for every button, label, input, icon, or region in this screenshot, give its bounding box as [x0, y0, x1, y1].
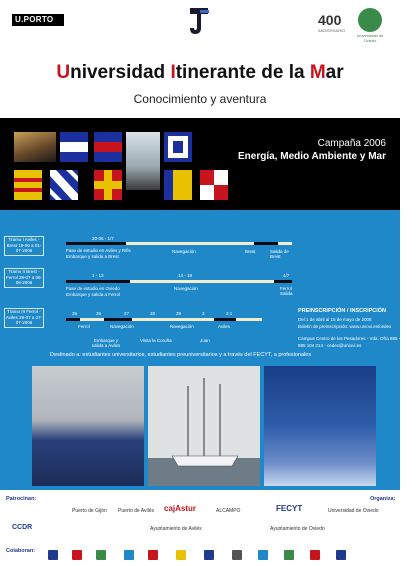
timeline-tick: 25 [72, 311, 78, 316]
header [0, 0, 400, 118]
timeline-tick: 26 [96, 311, 102, 316]
collaborator-logo-icon [310, 550, 320, 560]
signal-flag-icon [200, 170, 228, 200]
collaborator-logo-icon [48, 550, 58, 560]
sponsor-logo: FECYT [276, 504, 303, 513]
timeline-segment [66, 242, 126, 245]
signal-flag-icon [60, 132, 88, 162]
timeline-dates: 4/7 [283, 273, 290, 278]
timeline-dates: 20-06 - 1/7 [92, 236, 114, 241]
timeline-label: Navegación [172, 249, 196, 254]
timeline-label: Ferrol Salida [280, 286, 293, 296]
collaborator-logo-icon [176, 550, 186, 560]
page-title: Universidad Itinerante de la Mar [56, 62, 344, 83]
signal-flag-icon [94, 170, 122, 200]
timeline-tick: 3 [202, 311, 205, 316]
organizer-label: Organiza: [370, 496, 396, 502]
signal-flag-icon [164, 170, 192, 200]
collaborators-label: Colaboran: [6, 548, 36, 554]
sponsor-logo: ALCAMPO [216, 508, 241, 514]
inscription-title: PREINSCRIPCIÓN / INSCRIPCIÓN [298, 308, 387, 314]
signal-flag-icon [94, 132, 122, 162]
collaborator-logo-icon [124, 550, 134, 560]
sponsor-logo: Puerto de Gijón [72, 508, 107, 514]
segment-label: Tramo I Aviles - Brest 19-06 a 01-07-2006 [6, 237, 42, 253]
signal-flag-icon [14, 170, 42, 200]
timeline-tick: 29 [176, 311, 182, 316]
collaborator-logo-icon [148, 550, 158, 560]
timeline-label: Salida de Brest [270, 249, 289, 259]
sponsor-logo: cajAstur [164, 504, 197, 513]
timeline-label: Visita la Coruña [140, 338, 172, 343]
timeline-label: Embarque y salida a Aviles [91, 338, 121, 348]
timeline-label: Navegación [174, 286, 198, 291]
campaign-theme: Energía, Medio Ambiente y Mar [238, 151, 386, 162]
timeline-segment [214, 318, 236, 321]
sponsors-label: Patrocinan: [6, 496, 37, 502]
timeline-dates: 14 - 18 [178, 273, 193, 278]
page-subtitle: Conocimiento y aventura [133, 92, 267, 106]
segment-label: Tramo III Ferrol - Aviles 29-07 a 27-07-2006 [5, 309, 43, 325]
timeline-note: Embarque y salida a Brest [66, 254, 119, 259]
tall-ship-photo [148, 366, 260, 486]
timeline-tick: 3.1 [226, 311, 233, 316]
timeline-label: Juan [200, 338, 210, 343]
signal-flag-icon [50, 170, 78, 200]
collaborator-logo-icon [336, 550, 346, 560]
timeline-label: Brest [245, 249, 256, 254]
timeline-tick: 28 [150, 311, 156, 316]
sponsor-logo: Ayuntamiento de Avilés [150, 526, 202, 532]
anniversary-logo: 400 ANIVERSARIO [318, 12, 346, 33]
footer-sponsors [0, 490, 400, 566]
university-emblem-icon [186, 6, 212, 36]
university-oviedo-text: Universidad de Oviedo [356, 33, 384, 43]
inscription-line: Campus Centro de los Pesadores - Vda. Ofra 985 - Oviedo [298, 336, 416, 341]
timeline-dates: 1 - 13 [92, 273, 104, 278]
banner [0, 118, 400, 210]
segment-label: Tramo II Brest - Ferrol 29-07 a 06-08-2006 [5, 269, 43, 285]
timeline-segment [274, 280, 292, 283]
sailing-sea-photo [264, 366, 376, 486]
timeline-label: Navegación [110, 324, 134, 329]
timeline-segment [66, 318, 80, 321]
collaborator-logo-icon [72, 550, 82, 560]
audience-text: Destinado a: estudiantes universitarios, estudiantes preuniversitarios y a través del FECYT, a profesionales [50, 352, 312, 358]
timeline-note: Fase de estudio en Aviles y Rifis [66, 248, 131, 253]
timeline-tick: 27 [124, 311, 130, 316]
collaborator-logo-icon [258, 550, 268, 560]
collaborator-logo-icon [96, 550, 106, 560]
timeline-note: Embarque y salida a Ferrol [66, 292, 121, 297]
collaborator-logo-icon [284, 550, 294, 560]
sponsor-logo: Puerto de Avilés [118, 508, 155, 514]
sponsor-logo: Ayuntamiento de Oviedo [270, 526, 325, 532]
university-oviedo-logo-icon [358, 8, 382, 32]
collaborator-logo-icon [204, 550, 214, 560]
inscription-line: 985 104 214 - cedex@uniovi.es [298, 343, 362, 348]
sponsor-logo: Universidad de Oviedo [328, 508, 379, 514]
inscription-line: Boletin de preinscripción: www.uniovi.es/cedex [298, 324, 392, 329]
timeline-segment [254, 242, 278, 245]
ship-deck-photo [14, 132, 56, 162]
signal-flag-icon [164, 132, 192, 162]
inscription-line: Del 1 de abril al 15 de mayo de 2006 [298, 317, 372, 322]
collaborator-logo-icon [232, 550, 242, 560]
timeline-note: Fase de estudio en Oviedo [66, 286, 120, 291]
crew-photo [32, 366, 144, 486]
timeline-label: Ferrol [78, 324, 90, 329]
uporto-logo: U.PORTO [12, 14, 64, 26]
timeline-segment [104, 318, 132, 321]
timeline-label: Navegación [170, 324, 194, 329]
campaign-year: Campaña 2006 [317, 138, 386, 149]
sponsor-logo: CCDR [12, 524, 33, 531]
timeline-segment [66, 280, 130, 283]
timeline-label: Aviles [218, 324, 230, 329]
sail-photo [126, 132, 160, 190]
